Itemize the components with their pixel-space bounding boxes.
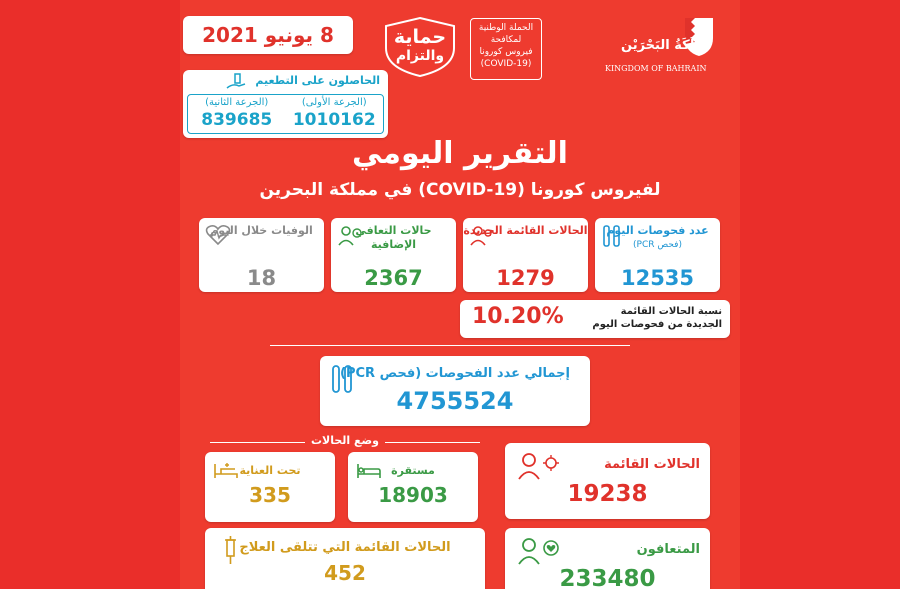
hemaya-logo [380,16,460,78]
stable-label: مستقرة [391,464,435,477]
second-dose [188,95,286,130]
first-dose [286,95,384,130]
section-divider [270,345,630,346]
second-dose-value: 839685 [201,110,273,130]
kingdom-arabic: مَمْلَكَةُ البَحْرَيْن [621,38,712,53]
dose-box [187,94,384,134]
vaccinated-card [183,70,388,138]
total-tests-label: إجمالي عدد الفحوصات (فحص PCR) [340,366,570,381]
intensive-care-value: 335 [249,483,291,507]
person-heart-icon [517,536,561,566]
new-cases-card [463,218,588,292]
report-title: التقرير اليومي [352,136,568,171]
under-treatment-card [205,528,485,589]
right-background-band [720,0,900,589]
recovered-label: المتعافون [636,542,700,557]
stable-value: 18903 [378,483,448,507]
total-tests-value: 4755524 [396,387,514,415]
vaccine-hand-icon [225,73,247,91]
active-cases-label: الحالات القائمة [604,457,700,472]
care-bed-icon [213,462,239,480]
heart-pulse-icon [205,224,231,246]
recoveries-card [331,218,456,292]
case-status-title-text: وضع الحالات [305,434,385,447]
recoveries-label: حالات التعافي الإضافية [355,224,432,251]
test-tubes-icon [601,224,623,250]
ratio-value: 10.20% [472,304,564,329]
under-treatment-value: 452 [324,561,366,585]
person-virus-icon [469,224,493,248]
deaths-value: 18 [246,266,277,290]
first-dose-value: 1010162 [292,110,376,130]
test-tubes-icon [330,364,356,396]
syringe-icon [219,536,243,566]
first-dose-label: (الجرعة الأولى) [301,97,367,108]
iltizam-word: والتزام [395,48,445,64]
recovered-value: 233480 [559,566,656,589]
campaign-line-4: (COVID-19) [480,59,532,69]
vaccinated-heading: الحاصلون على التطعيم [255,74,380,87]
case-status-title [210,434,480,447]
campaign-logo [470,18,542,80]
campaign-line-2: لمكافحة [490,35,522,45]
new-cases-label: الحالات القائمة الجديدة [463,224,588,237]
kingdom-english: KINGDOM OF BAHRAIN [605,64,707,73]
tests-today-card [595,218,720,292]
bed-icon [356,462,382,480]
left-background-band [0,0,180,589]
kingdom-logo [585,12,735,82]
deaths-label: الوفيات خلال اليوم [210,224,313,237]
tests-label-main: عدد فحوصات اليوم [606,224,709,237]
total-tests-card [320,356,590,426]
stable-card [348,452,478,522]
under-treatment-label: الحالات القائمة التي تتلقى العلاج [239,540,451,555]
new-cases-value: 1279 [496,266,555,290]
tests-label-sub: (فحص PCR) [633,240,682,250]
daily-report-poster [180,0,740,589]
tests-value: 12535 [620,266,695,290]
recoveries-value: 2367 [364,266,423,290]
report-date: 8 يونيو 2021 [183,16,353,54]
second-dose-label: (الجرعة الثانية) [205,97,269,108]
deaths-card [199,218,324,292]
intensive-care-card [205,452,335,522]
report-subtitle: لفيروس كورونا (COVID-19) في مملكة البحرين [259,180,661,200]
person-virus-icon [517,451,561,481]
campaign-line-1: الحملة الوطنية [478,23,534,33]
active-cases-card [505,443,710,519]
hemaya-word: حماية [393,26,447,48]
intensive-care-label: تحت العناية [239,464,301,477]
recovered-card [505,528,710,589]
ratio-label: نسبة الحالات القائمة الجديدة من فحوصات اليوم [592,306,722,330]
person-heart-icon [337,224,363,248]
ratio-card [460,300,730,338]
campaign-line-3: فيروس كورونا [479,47,533,57]
active-cases-value: 19238 [567,481,648,507]
